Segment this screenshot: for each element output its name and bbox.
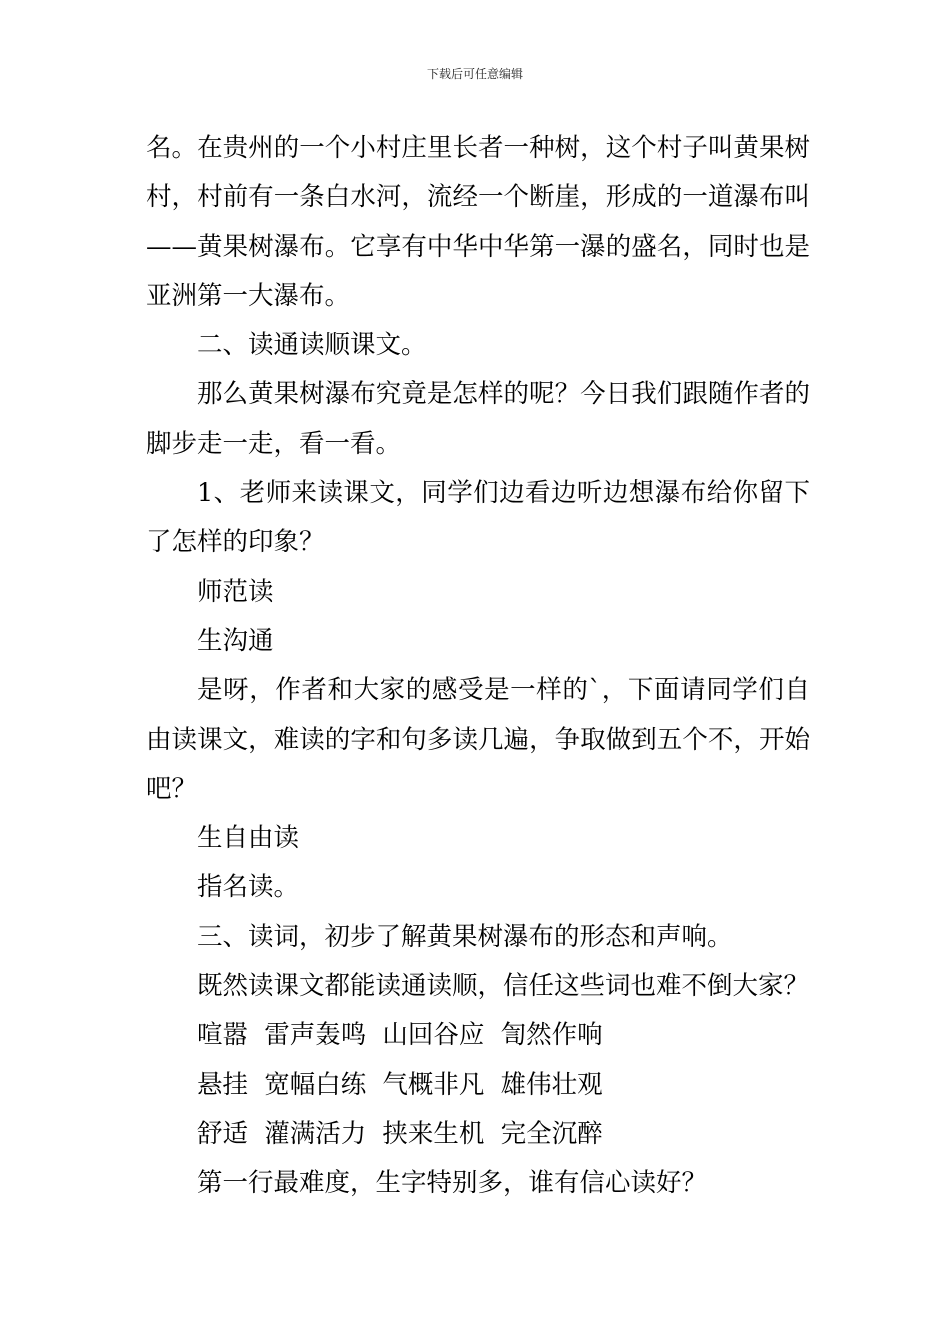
paragraph: 名。在贵州的一个小村庄里长者一种树，这个村子叫黄果树村，村前有一条白水河，流经一个断崖，形成的一道瀑布叫——黄果树瀑布。它享有中华中华第一瀑的盛名，同时也是亚洲第一大瀑布。: [146, 133, 810, 311]
paragraph: 师范读: [197, 576, 274, 607]
page-header: 下载后可任意编辑: [426, 67, 523, 81]
paragraph: 那么黄果树瀑布究竟是怎样的呢？今日我们跟随作者的脚步走一走，看一看。: [146, 379, 810, 459]
word-list-row: 舒适 灌满活力 挟来生机 完全沉醉: [197, 1118, 603, 1149]
paragraph: 生自由读: [197, 823, 300, 854]
document-body: [146, 124, 810, 1209]
paragraph: 第一行最难度，生字特别多，谁有信心读好？: [197, 1168, 708, 1199]
paragraph: 既然读课文都能读通读顺，信任这些词也难不倒大家？: [197, 971, 810, 1002]
paragraph: 1、老师来读课文，同学们边看边听边想瀑布给你留下了怎样的印象？: [146, 478, 810, 558]
word-list-row: 悬挂 宽幅白练 气概非凡 雄伟壮观: [197, 1069, 603, 1100]
paragraph: 指名读。: [197, 872, 300, 903]
paragraph: 生沟通: [197, 625, 274, 656]
section-heading: 二、读通读顺课文。: [197, 330, 427, 361]
section-heading: 三、读词，初步了解黄果树瀑布的形态和声响。: [197, 921, 733, 952]
word-list-row: 喧嚣 雷声轰鸣 山回谷应 訇然作响: [197, 1020, 603, 1051]
paragraph: 是呀，作者和大家的感受是一样的`，下面请同学们自由读课文，难读的字和句多读几遍，争取做到五个不，开始吧？: [146, 675, 810, 804]
